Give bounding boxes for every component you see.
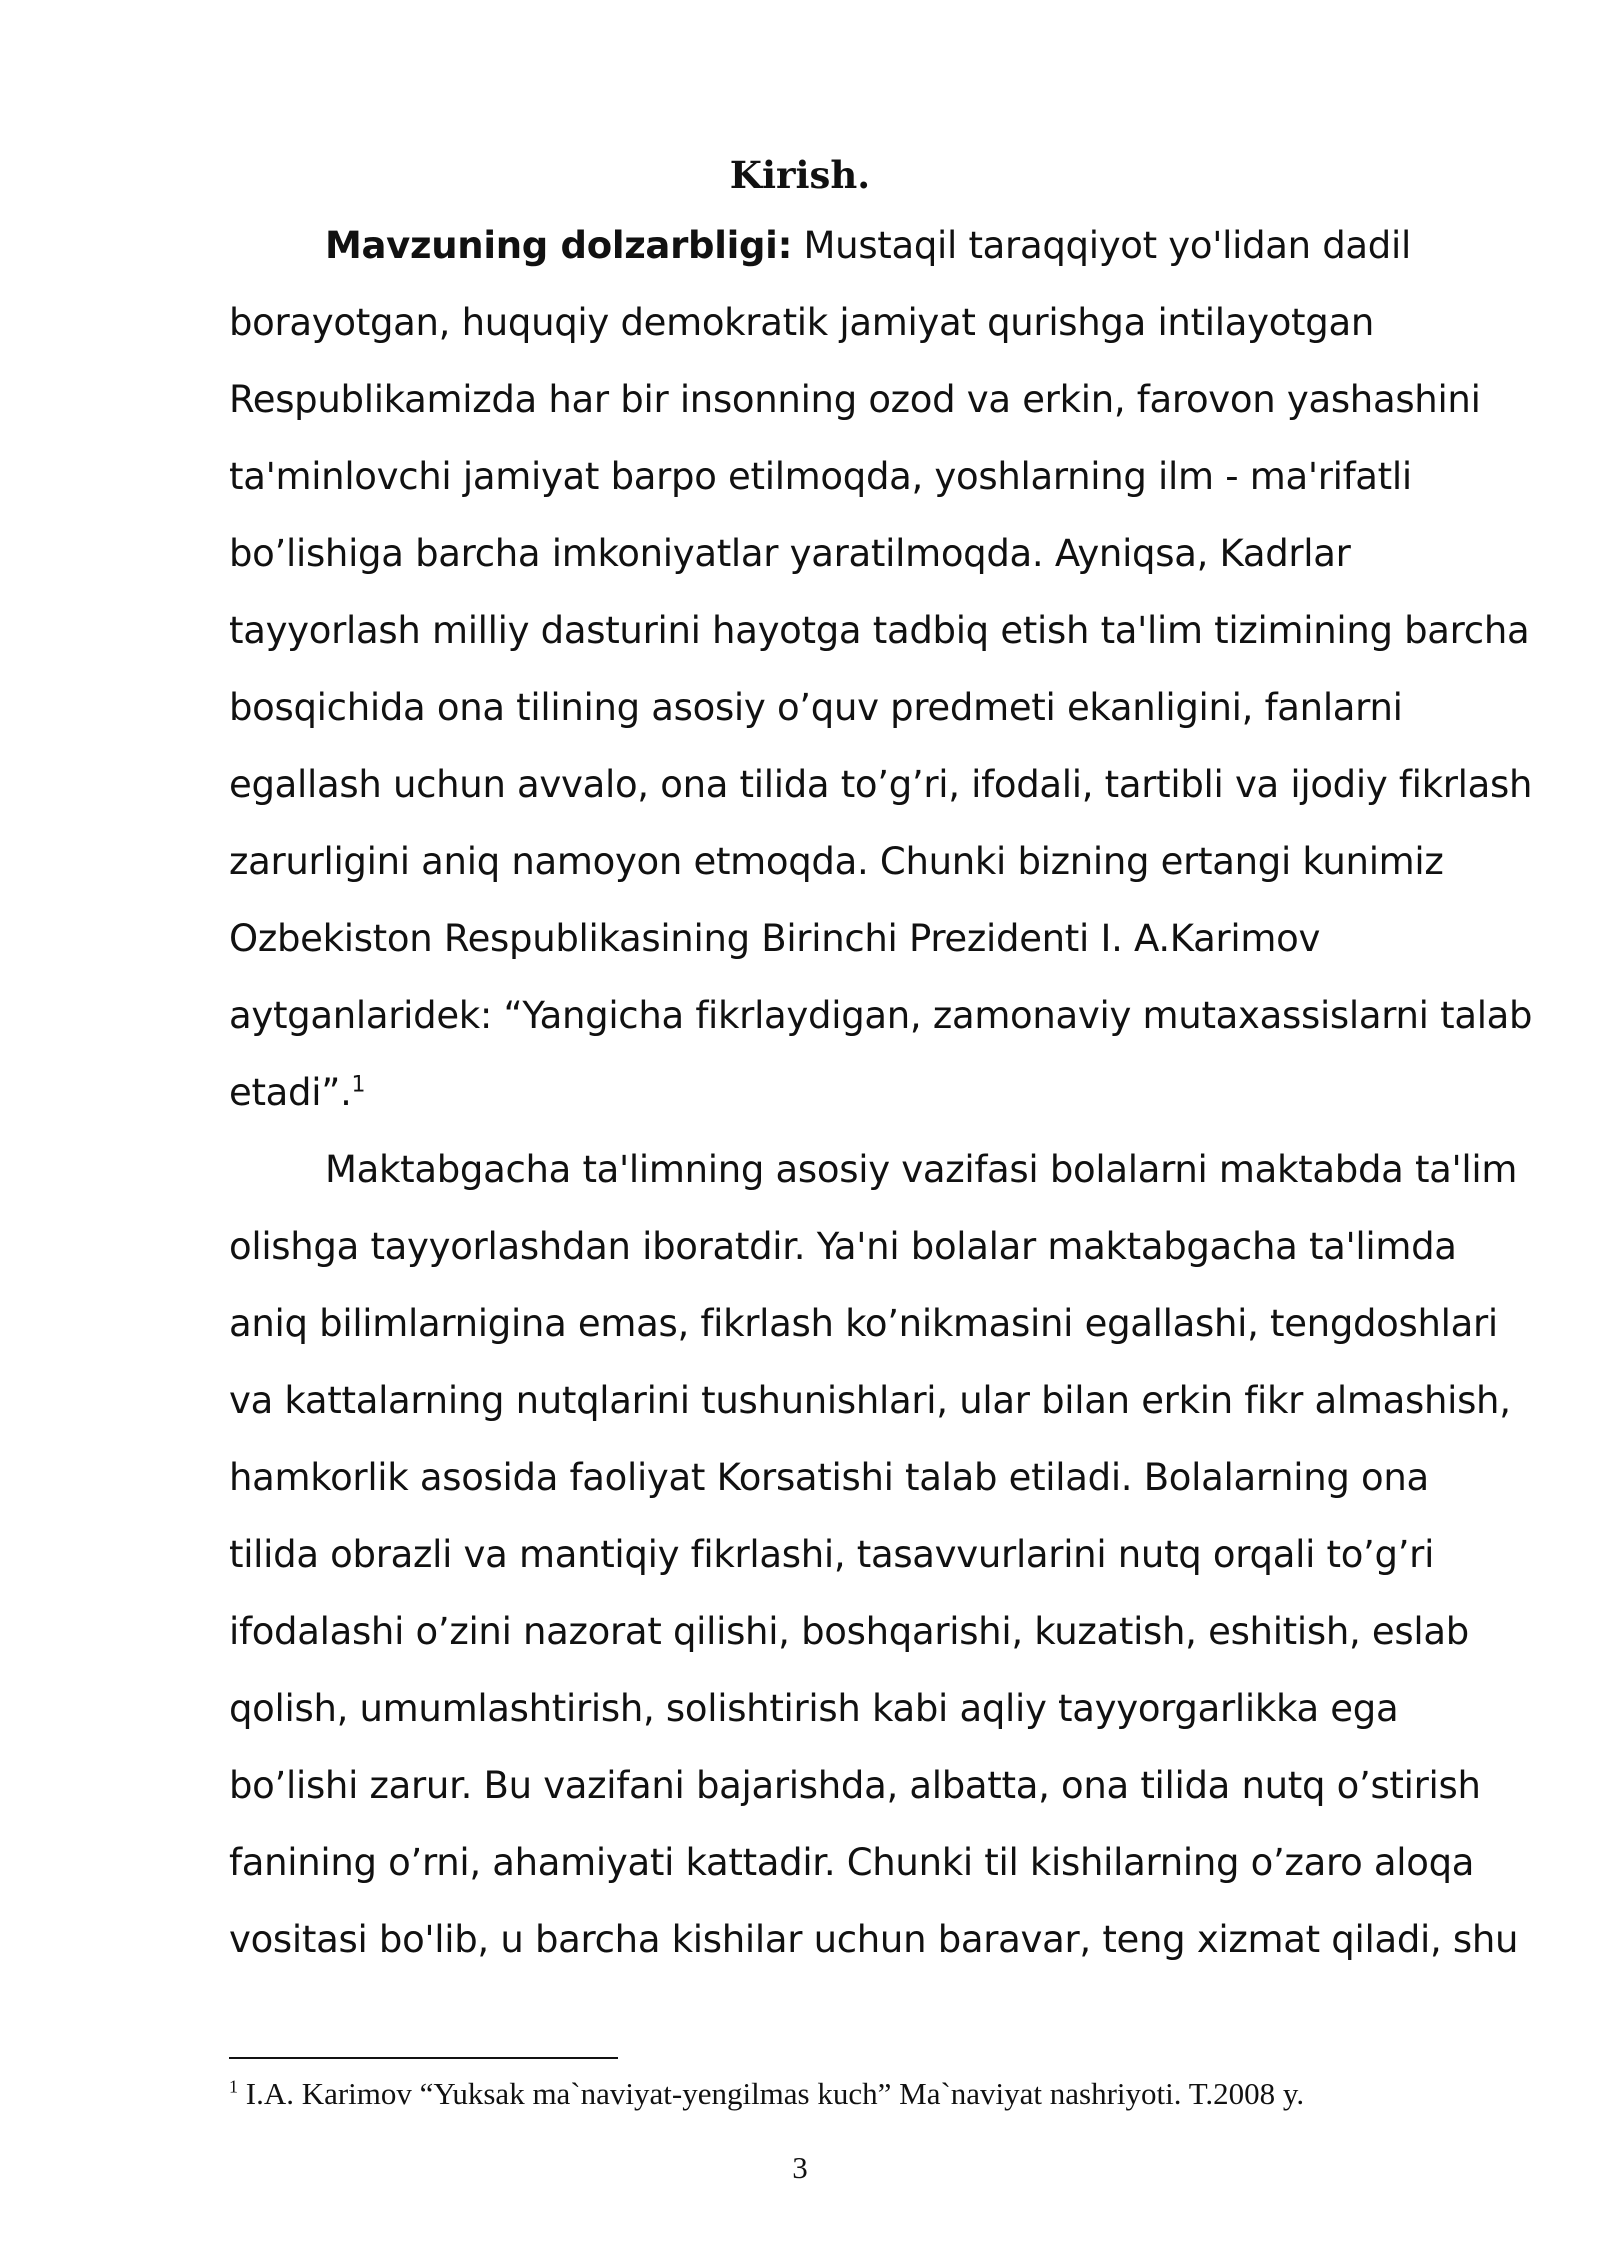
paragraph-1-line: ta'minlovchi jamiyat barpo etilmoqda, yoshlarning ilm - ma'rifatli	[229, 455, 1412, 498]
paragraph-1-line	[229, 1054, 1494, 1131]
paragraph-1-line: Respublikamizda har bir insonning ozod va erkin, farovon yashashini	[229, 378, 1481, 421]
paragraph-2-line: fanining o’rni, ahamiyati kattadir. Chunki til kishilarning o’zaro aloqa	[229, 1841, 1475, 1884]
footnote	[229, 2074, 1304, 2114]
paragraph-1-line: tayyorlash milliy dasturini hayotga tadbiq etish ta'lim tizimining barcha	[229, 609, 1530, 652]
paragraph-2-line: aniq bilimlarnigina emas, fikrlash ko’nikmasini egallashi, tengdoshlari	[229, 1302, 1498, 1345]
paragraph-1-line: bo’lishiga barcha imkoniyatlar yaratilmoqda. Ayniqsa, Kadrlar	[229, 532, 1351, 575]
paragraph-1-line	[229, 207, 1494, 284]
footnote-text: I.A. Karimov “Yuksak ma`naviyat-yengilmas kuch” Ma`naviyat nashriyoti. T.2008 y.	[238, 2076, 1305, 2111]
paragraph-2-line: tilida obrazli va mantiqiy fikrlashi, tasavvurlarini nutq orqali to’g’ri	[229, 1533, 1435, 1576]
footnote-separator	[229, 2057, 618, 2059]
paragraph-2-line: olishga tayyorlashdan iboratdir. Ya'ni bolalar maktabgacha ta'limda	[229, 1225, 1457, 1268]
paragraph-2-line: qolish, umumlashtirish, solishtirish kabi aqliy tayyorgarlikka ega	[229, 1687, 1399, 1730]
paragraph-2-line: vositasi bo'lib, u barcha kishilar uchun baravar, teng xizmat qiladi, shu	[229, 1918, 1519, 1961]
footnote-reference[interactable]: 1	[351, 1072, 366, 1098]
paragraph-2-line: hamkorlik asosida faoliyat Korsatishi talab etiladi. Bolalarning ona	[229, 1456, 1429, 1499]
topic-relevance-label: Mavzuning dolzarbligi:	[325, 224, 793, 267]
body-text	[229, 207, 1533, 1978]
paragraph-1-line: aytganlaridek: “Yangicha fikrlaydigan, zamonaviy mutaxassislarni talab	[229, 994, 1533, 1037]
section-heading: Kirish.	[729, 153, 871, 197]
paragraph-1-text: Mustaqil taraqqiyot yo'lidan dadil	[792, 224, 1411, 267]
paragraph-2-line: ifodalashi o’zini nazorat qilishi, boshqarishi, kuzatish, eshitish, eslab	[229, 1610, 1469, 1653]
paragraph-2-line: va kattalarning nutqlarini tushunishlari, ular bilan erkin fikr almashish,	[229, 1379, 1511, 1422]
paragraph-1-text: etadi”.	[229, 1071, 352, 1114]
paragraph-1-line: bosqichida ona tilining asosiy o’quv predmeti ekanligini, fanlarni	[229, 686, 1403, 729]
paragraph-2-line: bo’lishi zarur. Bu vazifani bajarishda, albatta, ona tilida nutq o’stirish	[229, 1764, 1481, 1807]
paragraph-1-line: borayotgan, huquqiy demokratik jamiyat qurishga intilayotgan	[229, 301, 1374, 344]
paragraph-1-line: Ozbekiston Respublikasining Birinchi Prezidenti I. A.Karimov	[229, 917, 1321, 960]
footnote-marker: 1	[229, 2076, 238, 2097]
page-number: 3	[792, 2150, 808, 2185]
paragraph-1-line: egallash uchun avvalo, ona tilida to’g’ri, ifodali, tartibli va ijodiy fikrlash	[229, 763, 1533, 806]
paragraph-2-line: Maktabgacha ta'limning asosiy vazifasi bolalarni maktabda ta'lim	[325, 1148, 1518, 1191]
paragraph-1-line: zarurligini aniq namoyon etmoqda. Chunki bizning ertangi kunimiz	[229, 840, 1444, 883]
